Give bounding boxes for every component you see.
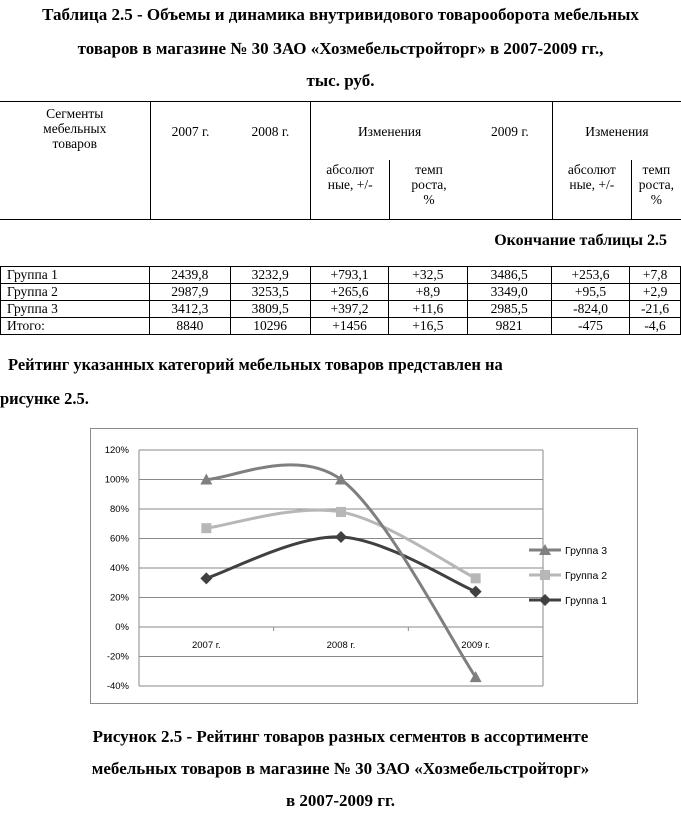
table-cell: -21,6 bbox=[630, 301, 681, 318]
table-title-line-2: товаров в магазине № 30 ЗАО «Хозмебельстройторг» в 2007-2009 гг., bbox=[77, 39, 604, 58]
y-tick-label: 80% bbox=[109, 504, 129, 515]
row-label: Группа 2 bbox=[1, 284, 150, 301]
table-cell: 3349,0 bbox=[467, 284, 551, 301]
table-cell: 3253,5 bbox=[230, 284, 310, 301]
legend-label: Группа 1 bbox=[565, 595, 608, 607]
figure-caption-line-3: в 2007-2009 гг. bbox=[285, 791, 396, 810]
header-2007: 2007 г. bbox=[150, 102, 230, 220]
y-tick-label: 100% bbox=[104, 474, 129, 486]
table-cell: -475 bbox=[551, 318, 629, 335]
table-cell: +2,9 bbox=[630, 284, 681, 301]
table-row bbox=[1, 301, 681, 318]
y-tick-label: 120% bbox=[104, 445, 129, 456]
header-segments: Сегменты мебельных товаров bbox=[43, 106, 107, 151]
y-tick-label: -40% bbox=[106, 681, 129, 692]
row-label: Группа 1 bbox=[1, 267, 150, 284]
table-title-line-3: тыс. руб. bbox=[306, 71, 375, 90]
data-point bbox=[200, 572, 212, 584]
table-row bbox=[1, 267, 681, 284]
table-cell: +7,8 bbox=[630, 267, 681, 284]
legend-label: Группа 3 bbox=[565, 545, 608, 557]
header-2008: 2008 г. bbox=[251, 124, 290, 139]
table-cell: +95,5 bbox=[551, 284, 629, 301]
x-tick-label: 2009 г. bbox=[461, 640, 491, 651]
x-tick-label: 2008 г. bbox=[326, 640, 356, 651]
table-cell: 2439,8 bbox=[150, 267, 230, 284]
y-tick-label: -20% bbox=[106, 651, 129, 663]
legend-marker bbox=[539, 594, 551, 606]
table-cell: 9821 bbox=[467, 318, 551, 335]
table-cell: 8840 bbox=[150, 318, 230, 335]
table-cell: +11,6 bbox=[389, 301, 467, 318]
series-line bbox=[206, 537, 475, 592]
line-chart bbox=[90, 428, 638, 704]
table-cell: +253,6 bbox=[551, 267, 629, 284]
table-cell: 3232,9 bbox=[230, 267, 310, 284]
legend-marker bbox=[540, 570, 550, 580]
table-cell: 2987,9 bbox=[150, 284, 230, 301]
table-cell: +32,5 bbox=[389, 267, 467, 284]
y-tick-label: 20% bbox=[109, 592, 129, 604]
figure-caption-line-2: мебельных товаров в магазине № 30 ЗАО «Хозмебельстройторг» bbox=[91, 759, 590, 778]
row-label: Группа 3 bbox=[1, 301, 150, 318]
table-cell: +793,1 bbox=[310, 267, 388, 284]
table-row bbox=[1, 318, 681, 335]
table-title-line-1: Таблица 2.5 - Объемы и динамика внутривидового товарооборота мебельных bbox=[42, 5, 639, 24]
table-cell: +1456 bbox=[310, 318, 388, 335]
table-cell: 2985,5 bbox=[467, 301, 551, 318]
data-point bbox=[336, 507, 346, 517]
table-body bbox=[0, 266, 681, 335]
data-point bbox=[201, 523, 211, 533]
table-header bbox=[0, 101, 681, 220]
header-abs-2: абсолют ные, +/- bbox=[552, 160, 631, 220]
x-tick-label: 2007 г. bbox=[191, 640, 221, 651]
table-cell: +265,6 bbox=[310, 284, 388, 301]
legend-label: Группа 2 bbox=[565, 570, 608, 582]
table-cell: +8,9 bbox=[389, 284, 467, 301]
paragraph-line-2: рисунке 2.5. bbox=[0, 389, 89, 408]
table-cell: -4,6 bbox=[630, 318, 681, 335]
row-label: Итого: bbox=[1, 318, 150, 335]
table-cell: +397,2 bbox=[310, 301, 388, 318]
table-cell: +16,5 bbox=[389, 318, 467, 335]
table-row bbox=[1, 284, 681, 301]
table-continuation-label: Окончание таблицы 2.5 bbox=[494, 232, 667, 249]
table-cell: -824,0 bbox=[551, 301, 629, 318]
data-point bbox=[335, 531, 347, 543]
paragraph-line-1: Рейтинг указанных категорий мебельных товаров представлен на bbox=[8, 355, 503, 374]
table-cell: 10296 bbox=[230, 318, 310, 335]
header-abs-1: абсолют ные, +/- bbox=[311, 160, 390, 220]
header-2009: 2009 г. bbox=[491, 124, 529, 139]
header-changes-1: Изменения bbox=[311, 102, 468, 160]
header-changes-2: Изменения bbox=[552, 102, 681, 160]
header-rate-1: темп роста, % bbox=[390, 160, 468, 220]
figure-caption-line-1: Рисунок 2.5 - Рейтинг товаров разных сегментов в ассортименте bbox=[92, 727, 589, 746]
table-cell: 3486,5 bbox=[467, 267, 551, 284]
table-cell: 3809,5 bbox=[230, 301, 310, 318]
header-rate-2: темп роста, % bbox=[631, 160, 681, 220]
data-point bbox=[471, 573, 481, 583]
chart-canvas bbox=[91, 429, 637, 703]
y-tick-label: 60% bbox=[109, 533, 129, 545]
y-tick-label: 40% bbox=[109, 563, 129, 574]
table-cell: 3412,3 bbox=[150, 301, 230, 318]
data-point bbox=[470, 586, 482, 598]
y-tick-label: 0% bbox=[115, 622, 129, 633]
